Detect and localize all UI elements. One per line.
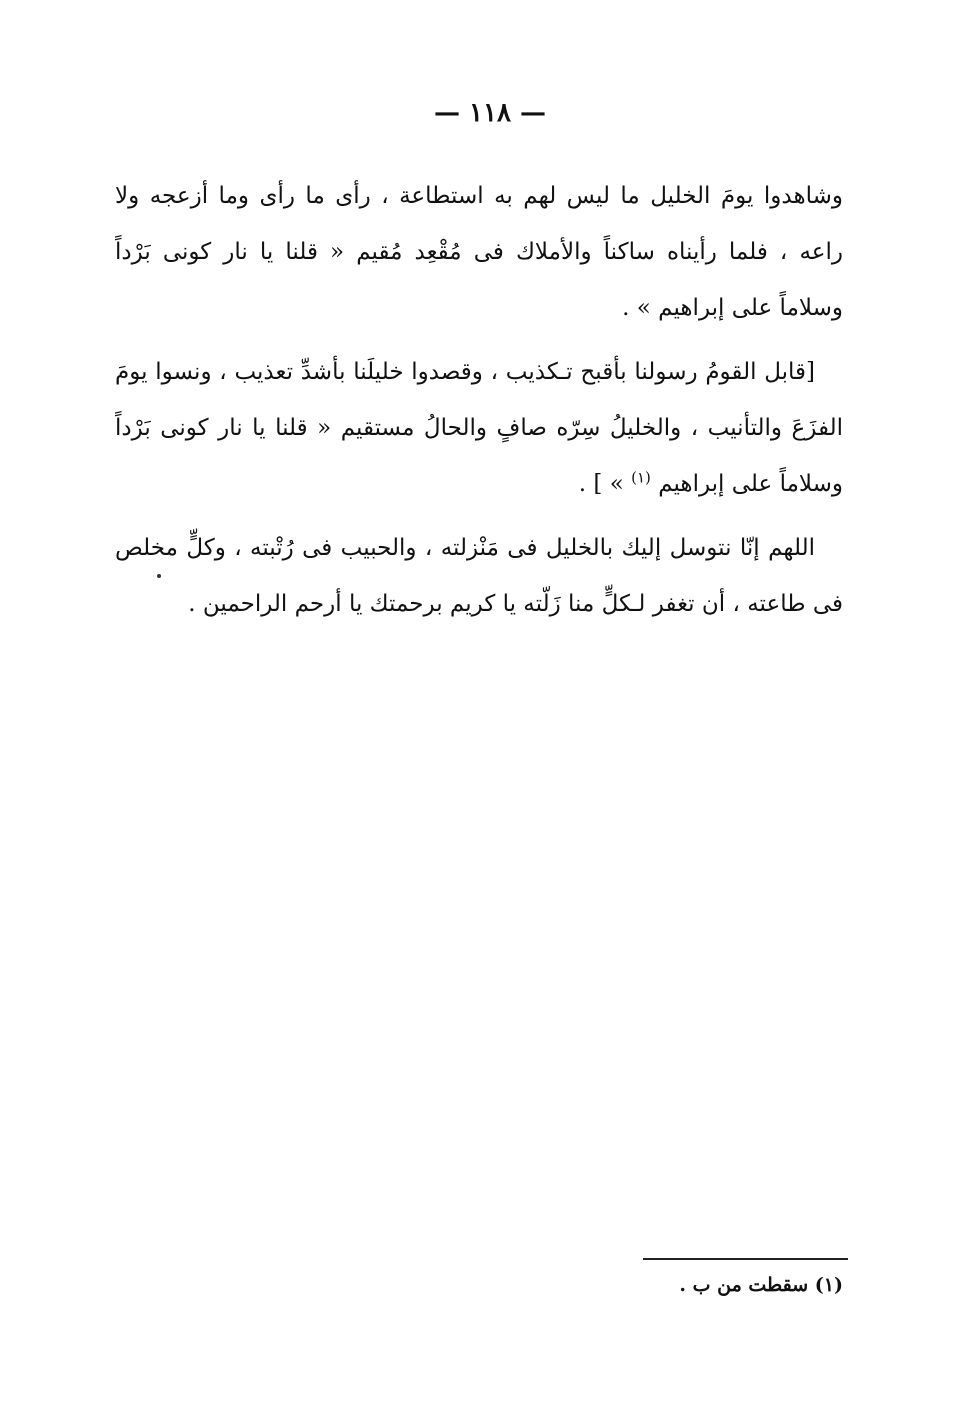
page-number: — ١١٨ — (433, 98, 547, 128)
paragraph-2-ending: » ] . (578, 471, 624, 497)
main-text (115, 168, 843, 640)
paragraph-3: اللهم إنّا نتوسل إليك بالخليل فى مَنْزلته ، والحبيب فى رُتْبته ، وكلٍّ مخلص فى طاعته ، أن تغفر لـكلٍّ منا زَلّته يا كريم برحمتك يا أرحم الراحمين . (115, 535, 843, 617)
stray-ink-dot (157, 574, 161, 578)
footnote: (١) سقطت من ب . (679, 1274, 843, 1296)
footnote-reference: (١) (631, 468, 651, 487)
paragraph-2-text: [قابل القومُ رسولنا بأقبح تـكذيب ، وقصدوا خليلَنا بأشدِّ تعذيب ، ونسوا يومَ الفزَعَ والتأنيب ، والخليلُ سِرّه صافٍ والحالُ مستقيم « قلنا يا نار كونى بَرْداً وسلاماً على إبراهيم (115, 359, 843, 497)
paragraph-1: وشاهدوا يومَ الخليل ما ليس لهم به استطاعة ، رأى ما رأى وما أزعجه ولا راعه ، فلما رأيناه ساكناً والأملاك فى مُقْعِد مُقيم « قلنا يا نار كونى بَرْداً وسلاماً على إبراهيم » . (115, 183, 843, 321)
paragraph-2 (115, 344, 843, 512)
footnote-divider (643, 1258, 848, 1260)
